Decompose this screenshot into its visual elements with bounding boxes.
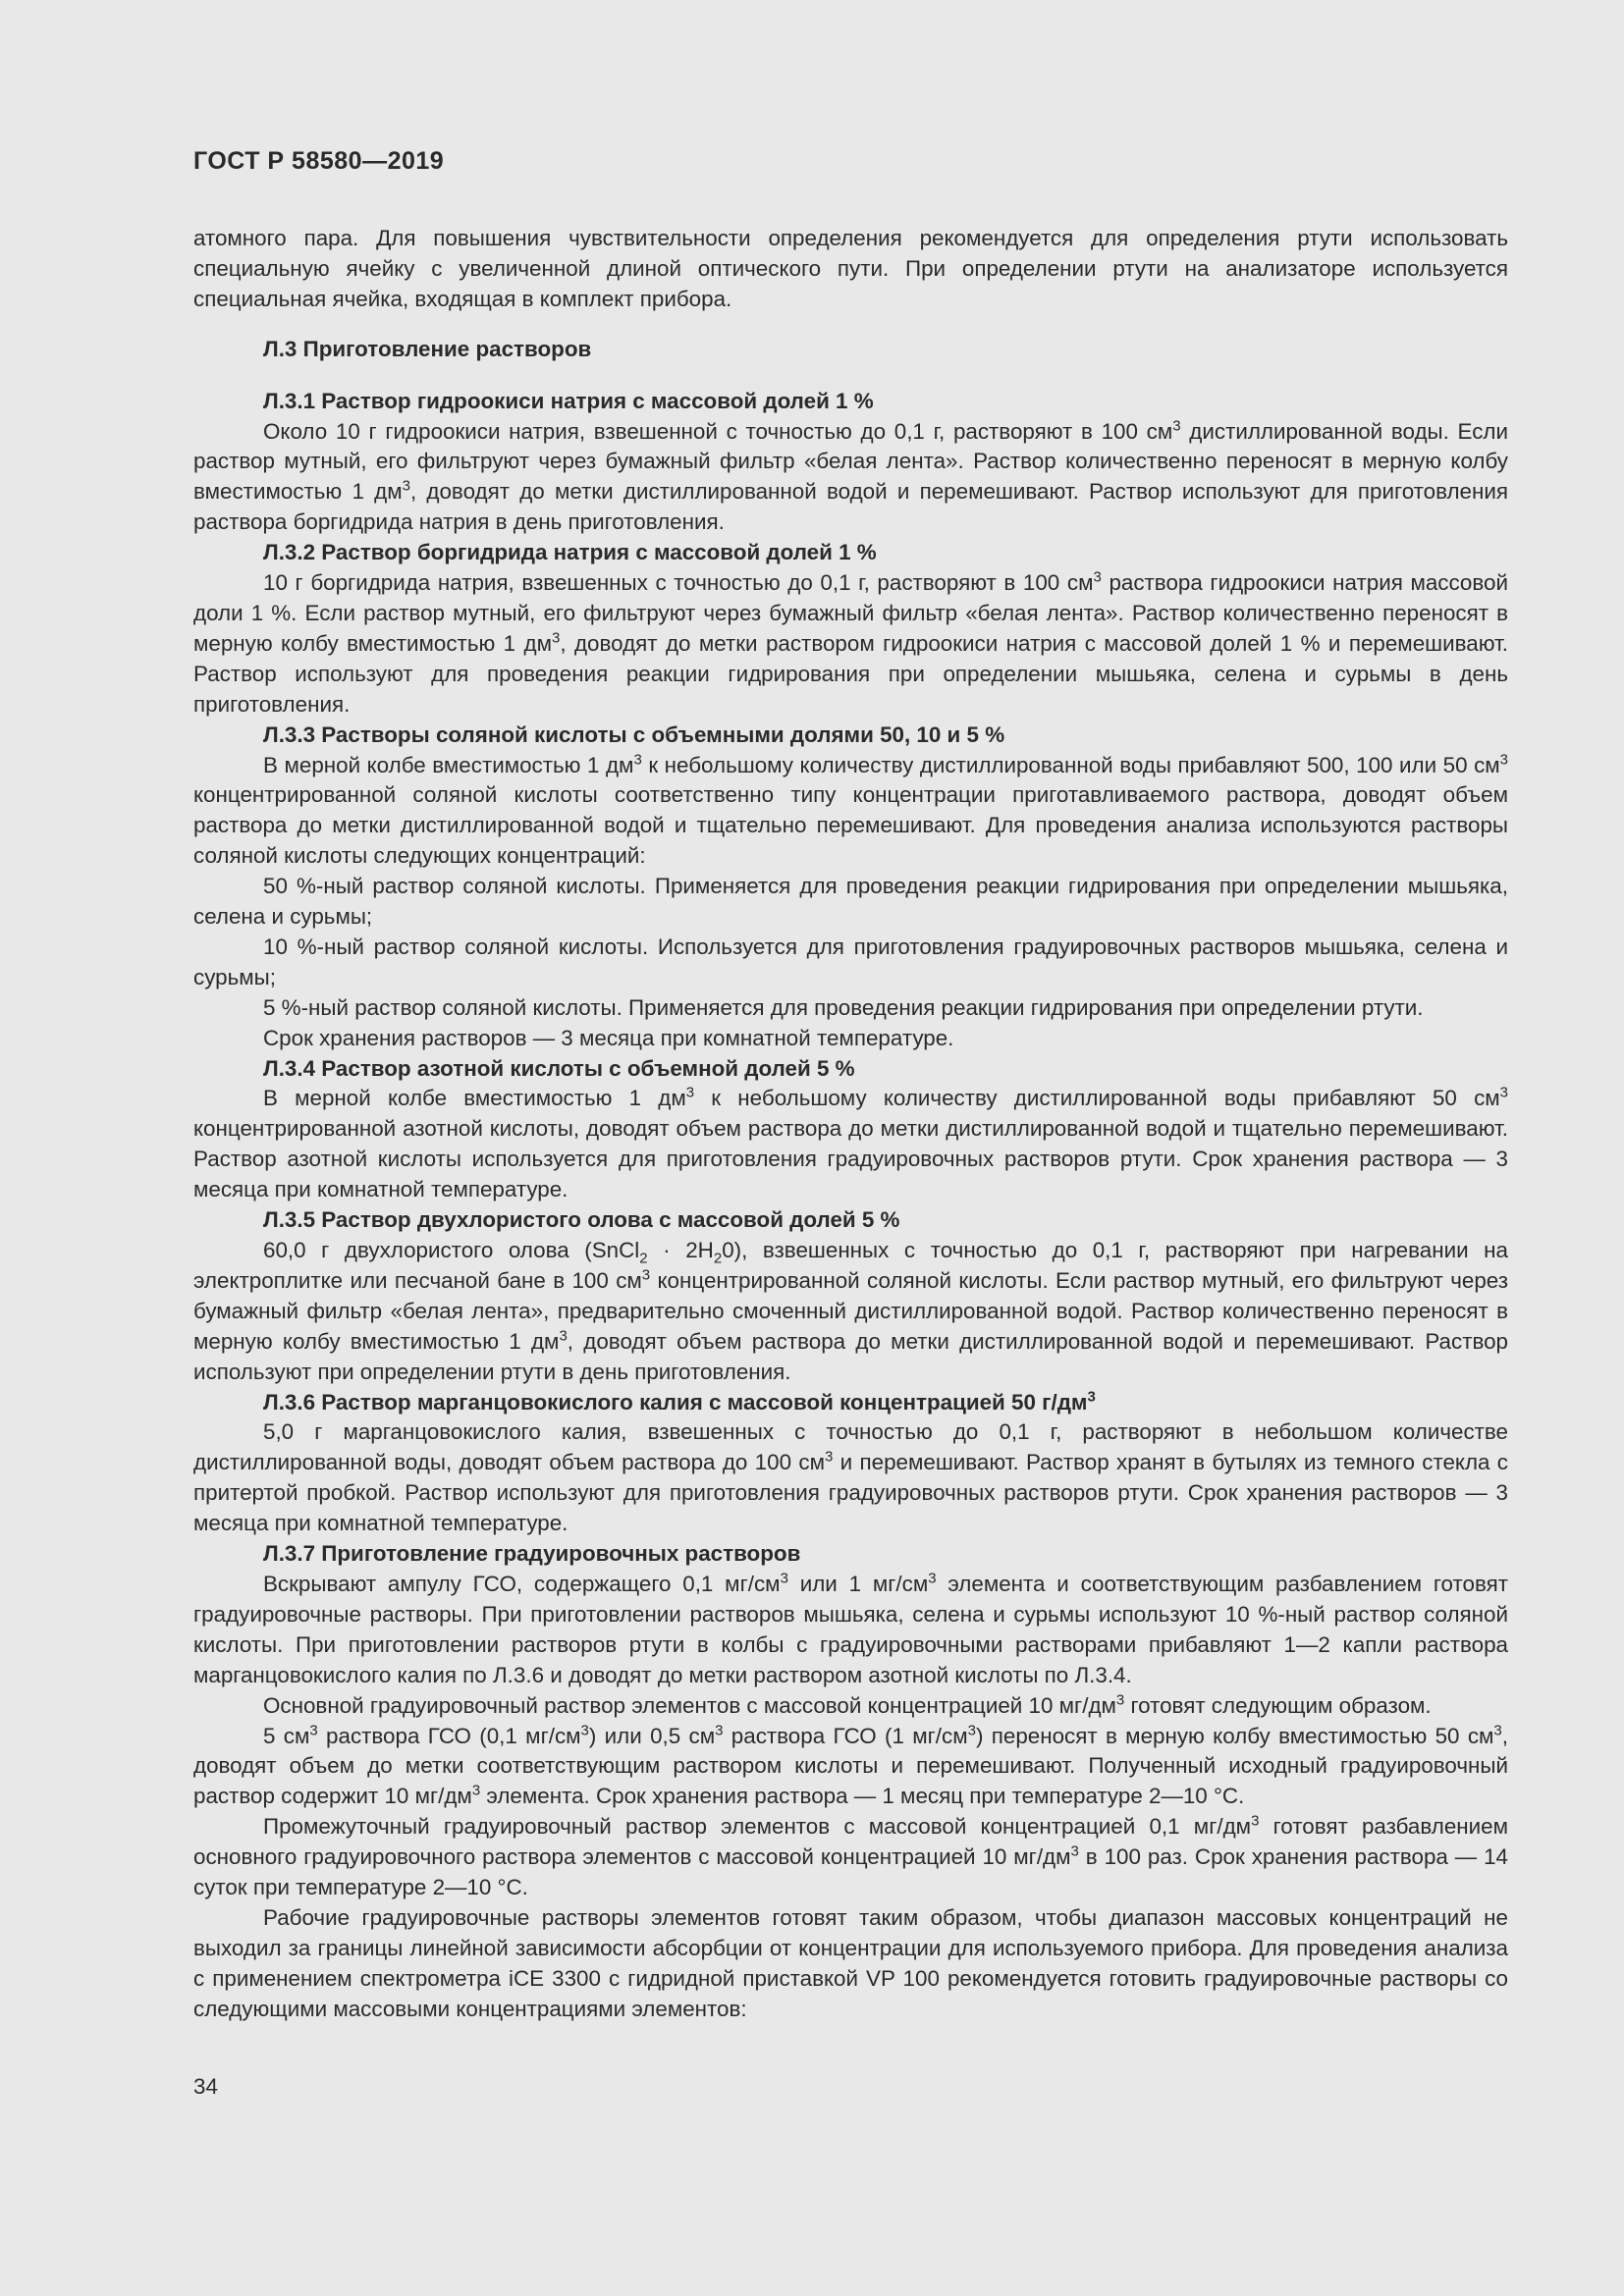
- text-run: Вскрывают ампулу ГСО, содержащего 0,1 мг/см: [263, 1571, 781, 1596]
- text-run: Основной градуировочный раствор элементов с массовой концентрацией 10 мг/дм: [263, 1692, 1116, 1718]
- page-number: 34: [193, 2074, 218, 2099]
- text-run: , доводят до метки раствором гидроокиси натрия с массовой долей 1 % и перемешивают. Раствор используют для проведения реакции гидрирования при определении мышьяка, селена и сурьмы в день приготовления.: [193, 630, 1509, 717]
- document-body: [193, 224, 1508, 2025]
- paragraph-l3-1: [193, 417, 1508, 539]
- text-run: концентрированной соляной кислоты. Если раствор мутный, его фильтруют через бумажный фильтр «белая лента», предварительно смоченный дистиллированной водой. Раствор количественно переносят в мерную колбу вместимостью 1 дм: [193, 1267, 1509, 1354]
- paragraph-l3-7-d: [193, 1812, 1508, 1903]
- subscript: 2: [639, 1250, 648, 1267]
- paragraph-l3-5: [193, 1236, 1508, 1388]
- text-run: ) или 0,5 см: [588, 1723, 716, 1748]
- paragraph-l3-7-b: [193, 1691, 1508, 1722]
- paragraph-l3-4: [193, 1084, 1508, 1205]
- superscript: 3: [633, 751, 642, 769]
- paragraph-l3-7-e: Рабочие градуировочные растворы элементов готовят таким образом, чтобы диапазон массовых концентраций не выходил за границы линейной зависимости абсорбции от концентрации для используемого прибора. Для проведения анализа с применением спектрометра iCE 3300 с гидридной приставкой VP 100 рекомендуется готовить градуировочные растворы со следующими массовыми концентрациями элементов:: [193, 1904, 1508, 2021]
- superscript: 3: [559, 1327, 568, 1345]
- superscript: 3: [780, 1570, 788, 1587]
- text-run: или 1 мг/см: [787, 1571, 929, 1596]
- intro-paragraph: атомного пара. Для повышения чувствительности определения рекомендуется для определения ртути использовать специальную ячейку с увеличенной длиной оптического пути. При определении ртути на анализаторе используется специальная ячейка, входящая в комплект прибора.: [193, 226, 1508, 311]
- paragraph-l3-7-a: [193, 1570, 1508, 1691]
- superscript: 3: [1493, 1722, 1502, 1739]
- subsection-heading-l3-4: Л.3.4 Раствор азотной кислоты с объемной долей 5 %: [263, 1055, 855, 1081]
- superscript: 3: [1115, 1691, 1125, 1709]
- text-run: к небольшому количеству дистиллированной воды прибавляют 500, 100 или 50 см: [641, 752, 1500, 777]
- superscript: 3: [471, 1782, 481, 1799]
- paragraph-l3-6: [193, 1417, 1508, 1539]
- superscript: 3: [1251, 1812, 1260, 1830]
- text-run: В мерной колбе вместимостью 1 дм: [263, 752, 634, 777]
- subsection-heading-l3-3: Л.3.3 Растворы соляной кислоты с объемными долями 50, 10 и 5 %: [263, 721, 1005, 747]
- superscript: 3: [1093, 568, 1102, 586]
- text-run: концентрированной соляной кислоты соответственно типу концентрации приготавливаемого раствора, доводят объем раствора до метки дистиллированной водой и тщательно перемешивают. Для проведения анализа используются растворы соляной кислоты следующих концентраций:: [193, 782, 1508, 869]
- paragraph-l3-3: [193, 751, 1508, 873]
- text-run: готовят следующим образом.: [1124, 1692, 1432, 1718]
- subsection-heading-l3-6: [193, 1388, 1508, 1418]
- text-run: · 2H: [647, 1238, 714, 1262]
- superscript: 3: [552, 629, 561, 647]
- superscript: 3: [715, 1722, 724, 1739]
- text-run: ) переносят в мерную колбу вместимостью 50 см: [975, 1723, 1494, 1748]
- text-run: 10 г боргидрида натрия, взвешенных с точностью до 0,1 г, растворяют в 100 см: [263, 570, 1094, 596]
- text-run: 5 см: [263, 1723, 310, 1748]
- text-run: 5,0 г марганцовокислого калия, взвешенных с точностью до 0,1 г, растворяют в небольшом количестве дистиллированной воды, доводят объем раствора до 100 см: [193, 1419, 1508, 1475]
- text-run: раствора ГСО (0,1 мг/см: [317, 1723, 581, 1748]
- text-run: к небольшому количеству дистиллированной воды прибавляют 50 см: [694, 1086, 1500, 1111]
- storage-note-l3-3: Срок хранения растворов — 3 месяца при комнатной температуре.: [263, 1025, 954, 1050]
- superscript: 3: [1499, 1085, 1509, 1101]
- section-heading-l3: Л.3 Приготовление растворов: [263, 336, 592, 361]
- superscript: 3: [402, 477, 410, 495]
- superscript: 3: [309, 1722, 318, 1739]
- text-run: , доводят до метки дистиллированной водой и перемешивают. Раствор используют для приготовления раствора боргидрида натрия в день приготовления.: [193, 479, 1509, 535]
- list-item-hcl-5: 5 %-ный раствор соляной кислоты. Применяется для проведения реакции гидрирования при определении ртути.: [263, 994, 1424, 1020]
- text-run: 0), взвешенных с точностью до 0,1 г, растворяют при нагревании на электроплитке или песчаной бане в 100 см: [193, 1238, 1508, 1293]
- list-item-hcl-50: 50 %-ный раствор соляной кислоты. Применяется для проведения реакции гидрирования при определении мышьяка, селена и сурьмы;: [193, 874, 1508, 930]
- superscript: 3: [967, 1722, 976, 1739]
- superscript: 3: [641, 1266, 651, 1284]
- paragraph-l3-2: [193, 568, 1508, 721]
- subsection-heading-l3-2: Л.3.2 Раствор боргидрида натрия с массовой долей 1 %: [263, 540, 877, 565]
- text-run: дистиллированной воды. Если раствор мутный, его фильтруют через бумажный фильтр «белая лента». Раствор количественно переносят в мерную колбу вместимостью 1 дм: [193, 418, 1508, 505]
- subsection-heading-l3-7: Л.3.7 Приготовление градуировочных растворов: [263, 1541, 801, 1567]
- document-title: ГОСТ Р 58580—2019: [193, 147, 445, 175]
- list-item-hcl-10: 10 %-ный раствор соляной кислоты. Используется для приготовления градуировочных растворов мышьяка, селена и сурьмы;: [193, 934, 1508, 989]
- superscript: 3: [685, 1085, 695, 1101]
- subsection-heading-l3-5: Л.3.5 Раствор двухлористого олова с массовой долей 5 %: [263, 1207, 900, 1233]
- text-run: и перемешивают. Раствор хранят в бутылях из темного стекла с притертой пробкой. Раствор используют для приготовления градуировочных растворов ртути. Срок хранения растворов — 3 месяца при комнатной температуре.: [193, 1450, 1508, 1536]
- superscript: 3: [1499, 751, 1509, 769]
- superscript: 3: [580, 1722, 589, 1739]
- text-run: раствора ГСО (1 мг/см: [723, 1723, 968, 1748]
- text-run: , доводят объем раствора до метки дистиллированной водой и перемешивают. Раствор используют при определении ртути в день приготовления.: [193, 1328, 1509, 1384]
- text-run: , доводят объем до метки соответствующим раствором кислоты и перемешивают. Полученный исходный градуировочный раствор содержит 10 мг/дм: [193, 1723, 1508, 1809]
- text-run: Промежуточный градуировочный раствор элементов с массовой концентрацией 0,1 мг/дм: [263, 1814, 1252, 1840]
- text-run: 60,0 г двухлористого олова (SnCl: [263, 1238, 640, 1262]
- paragraph-l3-7-c: [193, 1722, 1508, 1813]
- subsection-heading-l3-1: Л.3.1 Раствор гидроокиси натрия с массовой долей 1 %: [263, 388, 874, 413]
- text-run: раствора гидроокиси натрия массовой доли 1 %. Если раствор мутный, его фильтруют через бумажный фильтр «белая лента». Раствор количественно переносят в мерную колбу вместимостью 1 дм: [193, 570, 1508, 656]
- text-run: элемента. Срок хранения раствора — 1 месяц при температуре 2—10 °С.: [480, 1784, 1245, 1809]
- heading-text: Л.3.6 Раствор марганцовокислого калия с массовой концентрацией 50 г/дм: [263, 1389, 1088, 1415]
- subscript: 2: [713, 1250, 723, 1267]
- superscript: 3: [1070, 1842, 1079, 1860]
- superscript: 3: [824, 1448, 834, 1466]
- text-run: концентрированной азотной кислоты, доводят объем раствора до метки дистиллированной водой и тщательно перемешивают. Раствор азотной кислоты используется для приготовления градуировочных растворов ртути. Срок хранения раствора — 3 месяца при комнатной температуре.: [193, 1116, 1508, 1202]
- superscript: 3: [928, 1570, 937, 1587]
- text-run: элемента и соответствующим разбавлением готовят градуировочные растворы. При приготовлении растворов мышьяка, селена и сурьмы используют 10 %-ный раствор соляной кислоты. При приготовлении растворов ртути в колбы с градуировочными растворами прибавляют 1—2 капли раствора марганцовокислого калия по Л.3.6 и доводят до метки раствором азотной кислоты по Л.3.4.: [193, 1571, 1508, 1687]
- text-run: готовят разбавлением основного градуировочного раствора элементов с массовой концентрацией 10 мг/дм: [193, 1814, 1509, 1870]
- text-run: Около 10 г гидроокиси натрия, взвешенной с точностью до 0,1 г, растворяют в 100 см: [263, 418, 1173, 444]
- text-run: В мерной колбе вместимостью 1 дм: [263, 1086, 686, 1111]
- superscript: 3: [1087, 1388, 1096, 1406]
- superscript: 3: [1172, 417, 1181, 435]
- text-run: в 100 раз. Срок хранения раствора — 14 суток при температуре 2—10 °С.: [193, 1844, 1508, 1900]
